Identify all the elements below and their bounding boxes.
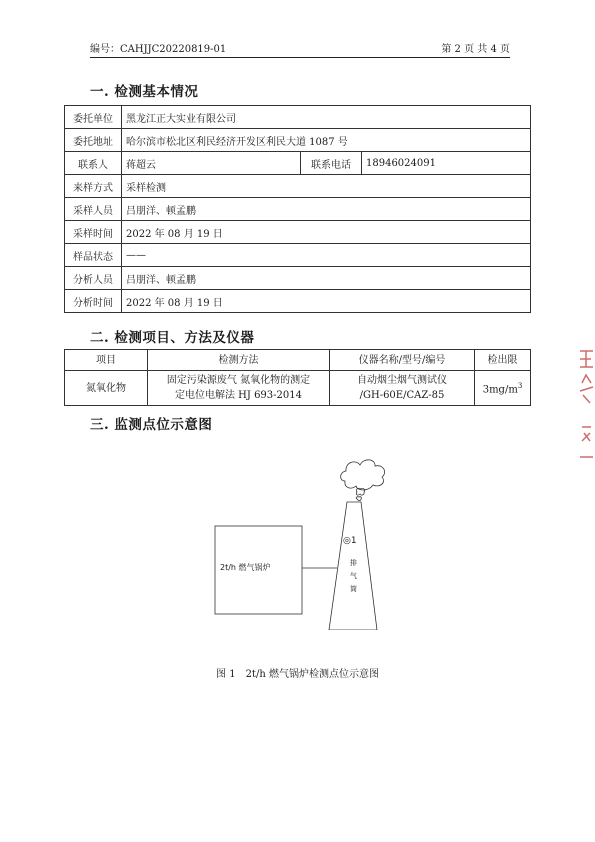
page-header [90,40,510,55]
limit-value: 3mg/m [482,384,518,396]
limit-exponent: 3 [517,381,523,390]
value-phone: 18946024091 [362,152,531,175]
value-analysts: 吕朋洋、顿孟鹏 [122,267,531,290]
table-row [65,175,531,198]
table-row [65,371,531,406]
label-samplers: 采样人员 [65,198,122,221]
table-row [65,267,531,290]
table-header-row [65,350,531,371]
value-client: 黑龙江正大实业有限公司 [122,106,531,129]
section2-title: 二. 检测项目、方法及仪器 [90,330,255,346]
item-cell: 氮氧化物 [65,371,148,406]
col-header-method: 检测方法 [148,350,330,371]
col-header-item: 项目 [65,350,148,371]
monitoring-point-label: ◎1 [343,536,357,546]
page-number: 第 2 页 共 4 页 [441,44,510,55]
basic-info-table [64,105,531,313]
label-contact: 联系人 [65,152,122,175]
table-row [65,152,531,175]
table-row [65,106,531,129]
label-sampling-method: 来样方式 [65,175,122,198]
value-samplers: 吕朋洋、顿孟鹏 [122,198,531,221]
label-phone: 联系电话 [301,152,362,175]
value-sampling-time: 2022 年 08 月 19 日 [122,221,531,244]
header-divider [90,57,510,58]
chimney-char-2: 气 [350,572,357,580]
smoke-puff-icon [356,488,364,495]
value-sample-state: —— [122,244,531,267]
seal-stamp-icon [576,345,595,465]
method-table [64,349,531,406]
report-number: 编号：CAHJJC20220819-01 [90,44,227,55]
table-row [65,221,531,244]
method-line1: 固定污染源废气 氮氧化物的测定 [166,375,311,386]
label-address: 委托地址 [65,129,122,152]
smoke-puff-small-icon [356,497,361,501]
label-sampling-time: 采样时间 [65,221,122,244]
chimney-char-3: 筒 [350,585,357,593]
limit-cell [475,371,531,406]
instrument-line1: 自动烟尘烟气测试仪 [357,375,447,386]
table-row [65,198,531,221]
table-row [65,244,531,267]
section1-title: 一. 检测基本情况 [90,84,199,100]
col-header-limit: 检出限 [475,350,531,371]
section3-title: 三. 监测点位示意图 [90,417,213,433]
figure-caption: 图 1 2t/h 燃气锅炉检测点位示意图 [216,669,379,680]
label-analysis-time: 分析时间 [65,290,122,313]
value-address: 哈尔滨市松北区利民经济开发区利民大道 1087 号 [122,129,531,152]
table-row [65,129,531,152]
value-contact: 蒋超云 [122,152,301,175]
chimney-char-1: 排 [350,559,357,567]
smoke-cloud-icon [341,460,385,490]
instrument-line2: /GH-60E/CAZ-85 [359,390,445,401]
label-client: 委托单位 [65,106,122,129]
value-analysis-time: 2022 年 08 月 19 日 [122,290,531,313]
value-sampling-method: 采样检测 [122,175,531,198]
method-cell [148,371,330,406]
table-row [65,290,531,313]
method-line2: 定电位电解法 HJ 693-2014 [174,390,302,401]
label-analysts: 分析人员 [65,267,122,290]
label-sample-state: 样品状态 [65,244,122,267]
instrument-cell [330,371,475,406]
monitoring-diagram [205,450,405,630]
boiler-label: 2t/h 燃气锅炉 [220,563,271,572]
col-header-instrument: 仪器名称/型号/编号 [330,350,475,371]
